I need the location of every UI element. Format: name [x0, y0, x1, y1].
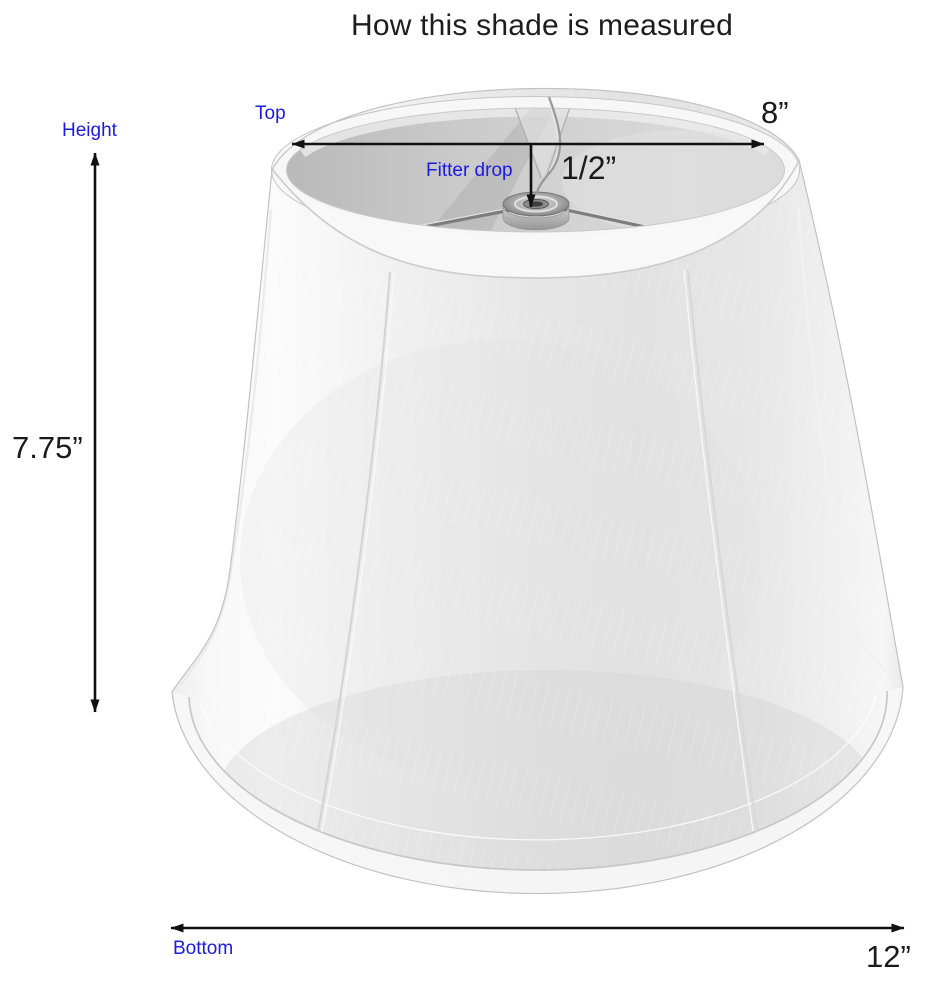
bottom-diameter-value: 12”: [866, 939, 911, 974]
height-label: Height: [62, 120, 117, 141]
diagram-title: How this shade is measured: [350, 9, 734, 42]
fitter-drop-value: 1/2”: [561, 150, 617, 186]
top-diameter-value: 8”: [761, 95, 789, 130]
fitter-washer: [503, 192, 569, 230]
height-value: 7.75”: [12, 430, 83, 465]
bottom-label: Bottom: [173, 938, 234, 959]
top-label: Top: [255, 103, 286, 124]
fitter-drop-label: Fitter drop: [426, 160, 513, 181]
